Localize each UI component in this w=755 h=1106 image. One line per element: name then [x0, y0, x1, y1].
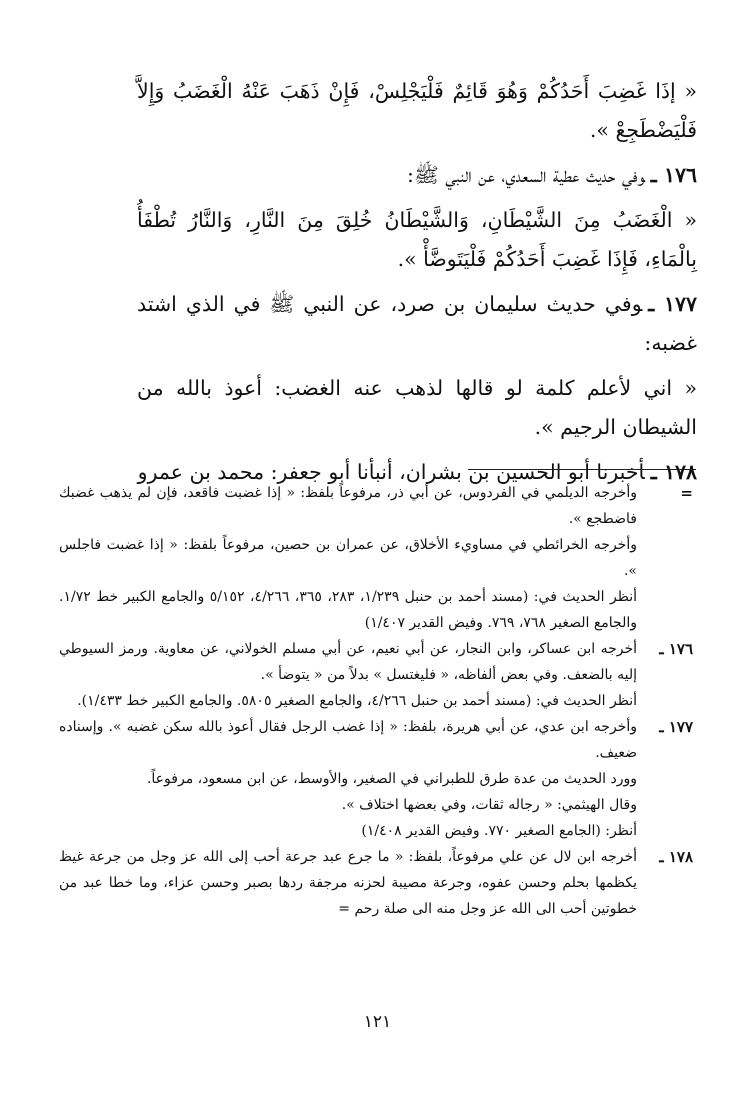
footnote-divider [468, 469, 696, 470]
hadith-number: ١٧٧ ـ [648, 292, 697, 316]
hadith-number: ١٧٦ ـ [650, 163, 697, 187]
footnote-line: أخرجه ابن عساكر، وابن النجار، عن أبي نعيم، عن أبي مسلم الخولاني، عن معاوية. ورمز السيوطي إليه بالضعف. وفي بعض ألفاظه، « فليغتسل » بدلاً من « يتوضأ ». [59, 641, 637, 683]
footnote-line: أنظر الحديث في: (مسند أحمد بن حنبل ٤/٢٦٦، والجامع الصغير ٥٨٠٥. والجامع الكبير خط ١/٤٣٣). [77, 693, 637, 709]
footnote-line: وأخرجه الديلمي في الفردوس، عن أبي ذر، مرفوعاً بلفظ: « إذا غضبت فاقعد، فإن لم يذهب غضبك فاضطجع ». [59, 485, 637, 527]
footnotes [59, 480, 697, 922]
footnote-mark: ١٧٦ ـ [659, 640, 693, 658]
hadith-intro-178: ١٧٨ ـأخبرنا أبو الحسين بن بشران، أنبأنا أبو جعفر: محمد بن عمرو [137, 460, 697, 484]
hadith-intro-177: ١٧٧ ـوفي حديث سليمان بن صرد، عن النبي ﷺ في الذي اشتد غضبه: [137, 292, 697, 355]
main-text [137, 72, 697, 498]
footnote-line: أنظر الحديث في: (مسند أحمد بن حنبل ١/٢٣٩، ٢٨٣، ٣٦٥، ٤/٢٦٦، ٥/١٥٢ والجامع الكبير خط ١/٧٢. والجامع الصغير ٧٦٨، ٧٦٩. وفيض القدير ١/٤٠٧) [59, 589, 637, 631]
footnote-line: أنظر: (الجامع الصغير ٧٧٠. وفيض القدير ١/٤٠٨) [361, 823, 637, 839]
footnote-177 [59, 714, 697, 844]
hadith-number: ١٧٨ ـ [650, 460, 697, 484]
footnote-line: أخرجه ابن لال عن علي مرفوعاً، بلفظ: « ما جرع عبد جرعة أحب إلى الله عز وجل من جرعة غيظ يكظمها بحلم وحسن عفوه، وجرعة مصيبة لحزنه مرجفة ردها بصبر وحسن عزاء، وما خطا عبد من خطوتين أحب الى الله عز وجل منه الى صلة رحم = [59, 849, 637, 917]
footnote-mark: ١٧٧ ـ [659, 718, 693, 736]
footnote-line: وورد الحديث من عدة طرق للطبراني في الصغير، والأوسط، عن ابن مسعود، مرفوعاً. [146, 771, 637, 787]
footnote-178 [59, 844, 697, 922]
footnote-line: وأخرجه الخرائطي في مساويء الأخلاق، عن عمران بن حصين، مرفوعاً بلفظ: « إذا غضبت فاجلس ». [59, 537, 637, 579]
hadith-quote-176: « الْغَضَبُ مِنَ الشَّيْطَانِ، وَالشَّيْطَانُ خُلِقَ مِنَ النَّارِ، وَالنَّارُ تُطْفَأُ بِالْمَاءِ، فَإِذَا غَضِبَ أَحَدُكُمْ فَلْيَتَوضَّأْ ». [137, 208, 697, 271]
footnote-175 [59, 480, 697, 636]
footnote-mark: ١٧٨ ـ [659, 848, 693, 866]
footnote-line: وقال الهيثمي: « رجاله ثقات، وفي بعضها اختلاف ». [341, 797, 637, 813]
page-number: ١٢١ [363, 1012, 392, 1032]
footnote-mark: = [680, 484, 693, 502]
hadith-intro-176: ١٧٦ ـوفي حديث عطية السعدي، عن النبي ﷺ: [407, 163, 697, 187]
hadith-quote-175: « إذَا غَضِبَ أَحَدُكُمْ وَهُوَ قَائِمٌ فَلْيَجْلِسْ، فَإِنْ ذَهَبَ عَنْهُ الْغَضَبُ وَإِلاَّ فَلْيَضْطَجِعْ ». [137, 79, 697, 142]
footnote-line: وأخرجه ابن عدي، عن أبي هريرة، بلفظ: « إذا غضب الرجل فقال أعوذ بالله سكن غضبه ». وإسناده ضعيف. [59, 719, 637, 761]
footnote-176 [59, 636, 697, 714]
hadith-quote-177: « اني لأعلم كلمة لو قالها لذهب عنه الغضب: أعوذ بالله من الشيطان الرجيم ». [137, 376, 697, 439]
